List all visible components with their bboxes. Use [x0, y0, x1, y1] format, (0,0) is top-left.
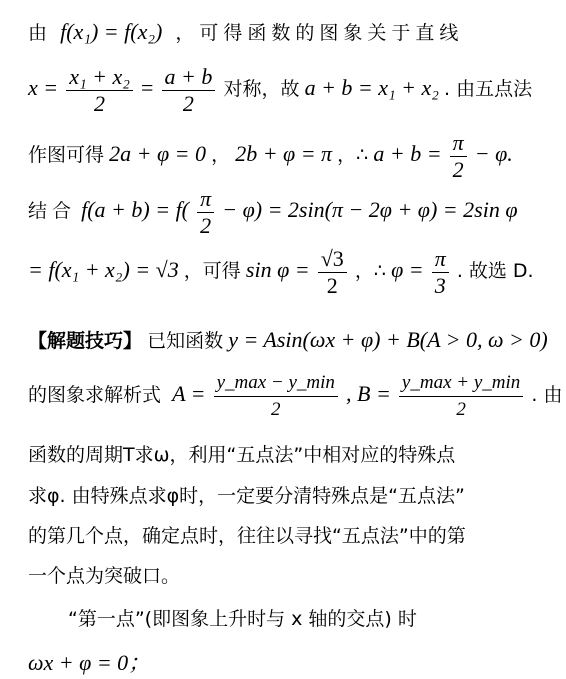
line-7-text-b: . 由: [531, 384, 563, 406]
line-4-fraction-denominator: 2: [200, 213, 212, 238]
line-1-text-a: 由: [28, 22, 48, 44]
line-4-text-a: 结合: [28, 200, 77, 222]
text-line-2: [28, 64, 533, 117]
line-2-fraction-2-numerator: a + b: [162, 64, 216, 91]
line-5-math-1: = f(x₁ + x₂) = √3: [28, 257, 179, 282]
line-6-math-1: y = Asin(ωx + φ) + B(A > 0, ω > 0): [228, 327, 548, 352]
line-7-fraction-2-numerator: y_max + y_min: [399, 370, 523, 397]
line-7-fraction-1: [214, 370, 338, 423]
text-line-1: [28, 18, 526, 45]
line-4-math-1: f(a + b) = f(: [81, 197, 190, 222]
tip-label: 【解题技巧】: [28, 330, 143, 352]
line-3-fraction: [450, 130, 467, 183]
line-5-text-a: ，可得: [183, 260, 241, 282]
text-line-9: 求φ. 由特殊点求φ时，一定要分清特殊点是“五点法”: [28, 485, 465, 507]
line-3-text-b: ，: [211, 144, 231, 166]
line-3-text-c: ，∴: [337, 144, 369, 166]
line-3-math-1: 2a + φ = 0: [109, 141, 206, 166]
text-line-5: [28, 246, 534, 299]
line-6-text-a: 已知函数: [147, 330, 224, 352]
text-line-12: “第一点”(即图象上升时与 x 轴的交点) 时: [68, 608, 417, 630]
line-5-fraction-1-denominator: 2: [326, 273, 338, 298]
line-2-fraction-1: [66, 64, 133, 117]
line-5-text-b: ，∴: [354, 260, 386, 282]
line-3-text-a: 作图可得: [28, 144, 105, 166]
text-line-8: 函数的周期T求ω，利用“五点法”中相对应的特殊点: [28, 444, 456, 466]
line-2-fraction-2-denominator: 2: [182, 91, 194, 116]
line-2-text-b: . 由五点法: [444, 78, 533, 100]
line-4-fraction-numerator: π: [197, 186, 214, 213]
line-1-text-b: ，可得函数的图象关于直线: [175, 22, 464, 44]
line-7-fraction-2: [399, 370, 523, 423]
line-1-math: f(x₁) = f(x₂): [60, 19, 163, 44]
text-line-10: 的第几个点，确定点时，往往以寻找“五点法”中的第: [28, 525, 466, 547]
line-2-text-a: 对称，故: [223, 78, 300, 100]
line-2-math-2: a + b = x₁ + x₂: [304, 75, 439, 100]
text-line-11: 一个点为突破口。: [28, 565, 181, 587]
line-7-text-a: 的图象求解析式: [28, 384, 162, 406]
text-line-6: [28, 326, 548, 353]
line-5-text-c: . 故选 D.: [456, 260, 534, 282]
line-7-fraction-1-denominator: 2: [271, 399, 281, 420]
line-3-math-2: 2b + φ = π: [235, 141, 333, 166]
line-5-fraction-1-numerator: √3: [318, 246, 347, 273]
line-3-math-4: − φ.: [474, 141, 513, 166]
line-2-equals: =: [140, 75, 154, 100]
text-line-3: [28, 130, 526, 183]
line-3-fraction-numerator: π: [450, 130, 467, 157]
line-7-math-1: A =: [172, 381, 206, 406]
line-7-fraction-1-numerator: y_max − y_min: [214, 370, 338, 397]
line-7-math-2: , B =: [346, 381, 391, 406]
line-2-fraction-1-denominator: 2: [94, 91, 106, 116]
text-line-7: [28, 370, 563, 423]
line-5-math-2: sin φ =: [245, 257, 310, 282]
line-4-fraction: [197, 186, 214, 239]
line-5-math-3: φ =: [391, 257, 424, 282]
text-line-4: [28, 186, 526, 239]
line-3-fraction-denominator: 2: [452, 157, 464, 182]
text-line-13: ωx + φ = 0；: [28, 650, 151, 675]
line-2-fraction-2: [162, 64, 216, 117]
line-2-x-eq: x =: [28, 75, 59, 100]
line-5-fraction-2-denominator: 3: [434, 273, 446, 298]
line-5-fraction-2-numerator: π: [432, 246, 449, 273]
line-2-fraction-1-numerator: x₁ + x₂: [66, 64, 133, 91]
line-5-fraction-2: [432, 246, 449, 299]
line-5-fraction-1: [318, 246, 347, 299]
line-4-math-2: − φ) = 2sin(π − 2φ + φ) = 2sin φ: [222, 197, 518, 222]
line-7-fraction-2-denominator: 2: [456, 399, 466, 420]
line-3-math-3: a + b =: [373, 141, 442, 166]
